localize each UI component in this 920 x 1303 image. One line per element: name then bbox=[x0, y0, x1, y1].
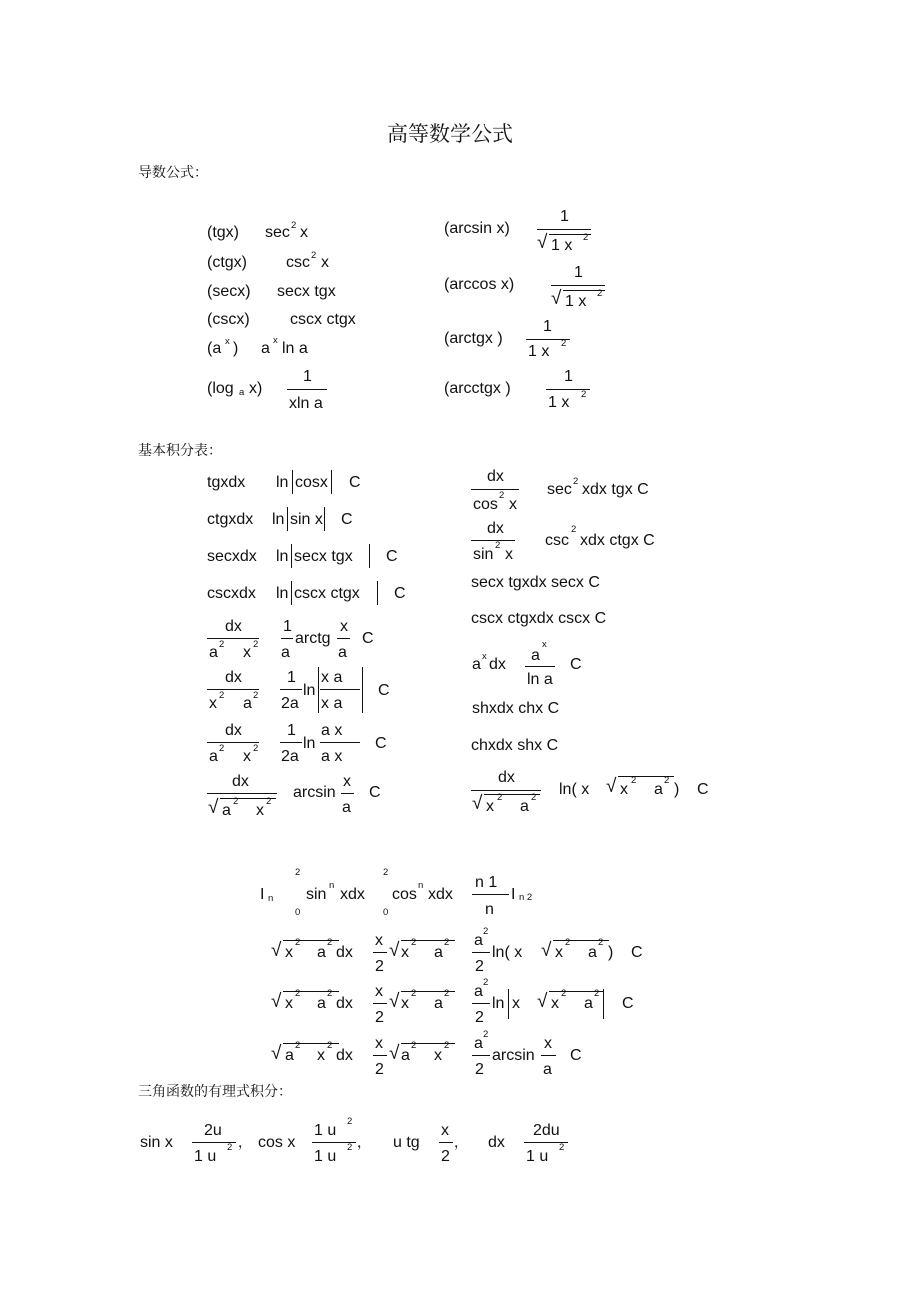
superscript: 2 bbox=[219, 690, 225, 701]
fraction-numerator: 2du bbox=[533, 1122, 560, 1139]
fraction-denominator: 2 bbox=[475, 1009, 484, 1026]
differential: xdx bbox=[428, 886, 453, 903]
superscript: x bbox=[225, 336, 230, 347]
superscript: 2 bbox=[327, 988, 333, 999]
formula-rhs: cscx ctgx bbox=[290, 311, 356, 328]
abs-bar bbox=[291, 544, 292, 568]
fraction-numerator: 1 bbox=[287, 722, 296, 739]
constant: C bbox=[375, 735, 387, 752]
fraction-numerator: x bbox=[441, 1122, 449, 1139]
function-name: arcsin bbox=[492, 1047, 535, 1064]
abs-bar bbox=[331, 470, 332, 494]
superscript: 2 bbox=[295, 937, 301, 948]
sqrt-icon: √ bbox=[551, 288, 562, 309]
superscript: 2 bbox=[295, 988, 301, 999]
fraction-denominator: 2 bbox=[441, 1148, 450, 1165]
abs-bar bbox=[603, 989, 604, 1019]
sqrt-icon: √ bbox=[541, 940, 552, 961]
fraction-bar bbox=[541, 1055, 556, 1056]
fraction-denominator: a x bbox=[321, 748, 343, 765]
subscript: n bbox=[268, 893, 274, 904]
formula-lhs: (arccos x) bbox=[444, 276, 515, 293]
fraction-bar bbox=[471, 790, 541, 791]
superscript: 2 bbox=[594, 988, 600, 999]
fraction-bar bbox=[207, 638, 259, 639]
superscript: 2 bbox=[347, 1116, 353, 1127]
superscript: 2 bbox=[327, 1040, 333, 1051]
superscript: 2 bbox=[327, 937, 333, 948]
fraction-bar bbox=[472, 1055, 490, 1056]
sqrt-arg: a bbox=[654, 781, 663, 798]
separator: ， bbox=[454, 1135, 468, 1151]
fraction-bar bbox=[471, 489, 519, 490]
superscript: 2 bbox=[266, 796, 272, 807]
superscript: 2 bbox=[561, 988, 567, 999]
superscript: 2 bbox=[411, 988, 417, 999]
superscript: 2 bbox=[253, 690, 259, 701]
sqrt-icon: √ bbox=[606, 776, 617, 797]
abs-bar bbox=[287, 507, 288, 531]
superscript: 2 bbox=[497, 792, 503, 803]
formula-rhs: secx tgx bbox=[277, 283, 336, 300]
formula-rhs: I bbox=[511, 886, 516, 903]
function-name: ln bbox=[492, 995, 505, 1012]
lower-limit: 0 bbox=[295, 907, 301, 918]
formula-lhs: (tgx) bbox=[207, 224, 239, 241]
fraction-numerator: 1 u bbox=[314, 1122, 337, 1139]
sqrt-arg: x bbox=[401, 944, 409, 961]
function-name: u tg bbox=[393, 1134, 420, 1151]
sqrt-arg: a bbox=[434, 995, 443, 1012]
sqrt-arg: a bbox=[588, 944, 597, 961]
integral-formula: chxdx shx C bbox=[471, 737, 559, 754]
function-name: arcsin bbox=[293, 784, 336, 801]
fraction-numerator: a bbox=[531, 647, 540, 664]
fraction-numerator: dx bbox=[487, 468, 504, 485]
fraction-numerator: dx bbox=[225, 722, 242, 739]
fraction-denominator: 1 x bbox=[528, 343, 550, 360]
function-name: cos bbox=[392, 886, 417, 903]
fraction-numerator: x bbox=[340, 618, 348, 635]
formula-lhs-end: x) bbox=[249, 380, 263, 397]
function-name: arctg bbox=[295, 630, 331, 647]
function-name: ln bbox=[303, 682, 316, 699]
fraction-numerator: dx bbox=[487, 520, 504, 537]
section-integral-heading: 基本积分表： bbox=[138, 443, 222, 459]
fraction-denominator: x bbox=[209, 695, 217, 712]
sqrt-arg: a bbox=[317, 995, 326, 1012]
formula-lhs: (cscx) bbox=[207, 311, 250, 328]
fraction-bar bbox=[280, 689, 302, 690]
formula-tail: xdx tgx C bbox=[582, 481, 649, 498]
constant: C bbox=[622, 995, 634, 1012]
formula-tail: xdx ctgx C bbox=[580, 532, 655, 549]
fraction-numerator: x bbox=[343, 773, 351, 790]
fraction-denominator: 2 bbox=[375, 1009, 384, 1026]
superscript: 2 bbox=[411, 1040, 417, 1051]
fraction-numerator: 1 bbox=[543, 318, 552, 335]
fraction-numerator: x bbox=[375, 1035, 383, 1052]
superscript: 2 bbox=[499, 490, 505, 501]
superscript: 2 bbox=[253, 639, 259, 650]
superscript: 2 bbox=[219, 743, 225, 754]
fraction-bar bbox=[341, 793, 354, 794]
fraction-denominator: 2 bbox=[475, 958, 484, 975]
integrand: cscxdx bbox=[207, 585, 256, 602]
fraction-denominator: 1 x bbox=[548, 394, 570, 411]
fraction-bar bbox=[320, 742, 360, 743]
superscript: 2 bbox=[444, 1040, 450, 1051]
fraction-denominator: 2 bbox=[475, 1061, 484, 1078]
sqrt-arg: a bbox=[317, 944, 326, 961]
constant: C bbox=[386, 548, 398, 565]
superscript: 2 bbox=[411, 937, 417, 948]
fraction-denominator: a bbox=[222, 802, 231, 819]
superscript: 2 bbox=[483, 926, 489, 937]
sqrt-icon: √ bbox=[389, 1043, 400, 1064]
fraction-bar bbox=[207, 793, 277, 794]
superscript: 2 bbox=[253, 743, 259, 754]
constant: C bbox=[394, 585, 406, 602]
superscript: 2 bbox=[631, 775, 637, 786]
formula-rhs: csc bbox=[545, 532, 569, 549]
fraction-bar bbox=[281, 638, 293, 639]
formula-tail: ) bbox=[608, 944, 614, 961]
sqrt-arg: x bbox=[434, 1047, 442, 1064]
superscript: n bbox=[329, 880, 335, 891]
formula-tail: ) bbox=[674, 781, 680, 798]
function-name: dx bbox=[488, 1134, 505, 1151]
fraction-bar bbox=[373, 952, 387, 953]
fraction-numerator: a bbox=[474, 1035, 483, 1052]
fraction-numerator: dx bbox=[225, 618, 242, 635]
log-arg: secx tgx bbox=[294, 548, 353, 565]
sqrt-icon: √ bbox=[389, 940, 400, 961]
fraction-bar bbox=[373, 1055, 387, 1056]
fraction-denominator: 1 x bbox=[565, 293, 587, 310]
differential: dx bbox=[336, 944, 353, 961]
integrand: secxdx bbox=[207, 548, 257, 565]
lower-limit: 0 bbox=[383, 907, 389, 918]
sqrt-icon: √ bbox=[271, 991, 282, 1012]
formula-lhs: (arcctgx ) bbox=[444, 380, 511, 397]
fraction-bar bbox=[537, 229, 591, 230]
fraction-bar bbox=[472, 894, 509, 895]
fraction-numerator: dx bbox=[232, 773, 249, 790]
formula-lhs: I bbox=[260, 886, 265, 903]
sqrt-arg: x bbox=[620, 781, 628, 798]
abs-bar bbox=[318, 667, 319, 713]
integral-formula: shxdx chx C bbox=[472, 700, 560, 717]
fraction-denominator: xln a bbox=[289, 395, 323, 412]
fraction-bar bbox=[472, 1003, 490, 1004]
section-trig-heading: 三角函数的有理式积分： bbox=[138, 1084, 292, 1100]
fraction-bar bbox=[471, 540, 515, 541]
superscript: 2 bbox=[561, 338, 567, 349]
formula-rhs: sec bbox=[265, 224, 290, 241]
superscript: 2 bbox=[219, 639, 225, 650]
fraction-numerator: 1 bbox=[574, 264, 583, 281]
formula-lhs: dx bbox=[489, 656, 506, 673]
formula-lhs: (secx) bbox=[207, 283, 251, 300]
fraction-bar bbox=[373, 1003, 387, 1004]
superscript: 2 bbox=[444, 988, 450, 999]
superscript: 2 bbox=[295, 1040, 301, 1051]
fraction-bar bbox=[551, 285, 605, 286]
integrand: ctgxdx bbox=[207, 511, 254, 528]
fraction-denominator: sin bbox=[473, 546, 494, 563]
fraction-numerator: a bbox=[474, 932, 483, 949]
superscript: 2 bbox=[444, 937, 450, 948]
fraction-denominator: n bbox=[485, 901, 494, 918]
sqrt-icon: √ bbox=[389, 991, 400, 1012]
superscript: 2 bbox=[565, 937, 571, 948]
separator: ， bbox=[357, 1135, 371, 1151]
integrand: tgxdx bbox=[207, 474, 246, 491]
sqrt-arg: x bbox=[285, 944, 293, 961]
fraction-denominator: x bbox=[509, 496, 517, 513]
fraction-denominator: a bbox=[543, 1061, 552, 1078]
formula-lhs-end: ) bbox=[233, 340, 239, 357]
differential: xdx bbox=[340, 886, 365, 903]
fraction-numerator: 1 bbox=[287, 669, 296, 686]
formula-lhs: (arcsin x) bbox=[444, 220, 510, 237]
superscript: 2 bbox=[598, 937, 604, 948]
fraction-bar bbox=[337, 638, 350, 639]
fraction-denominator: 1 u bbox=[194, 1148, 217, 1165]
fraction-numerator: x bbox=[544, 1035, 552, 1052]
differential: dx bbox=[336, 995, 353, 1012]
fraction-numerator: x bbox=[375, 983, 383, 1000]
fraction-denominator: 2 bbox=[375, 1061, 384, 1078]
fraction-numerator: 1 bbox=[564, 368, 573, 385]
function-name: sin bbox=[306, 886, 327, 903]
function-name: ln( x bbox=[492, 944, 523, 961]
sqrt-arg: a bbox=[584, 995, 593, 1012]
sqrt-icon: √ bbox=[472, 793, 483, 814]
fraction-denominator: a bbox=[520, 798, 529, 815]
fraction-denominator: x bbox=[486, 798, 494, 815]
fraction-numerator: x bbox=[375, 932, 383, 949]
fraction-numerator: 2u bbox=[204, 1122, 222, 1139]
constant: C bbox=[631, 944, 643, 961]
fraction-bar bbox=[207, 742, 259, 743]
superscript: 2 bbox=[531, 792, 537, 803]
function-name: ln bbox=[303, 735, 316, 752]
constant: C bbox=[570, 656, 582, 673]
fraction-numerator: 1 bbox=[560, 208, 569, 225]
superscript: 2 bbox=[664, 775, 670, 786]
fraction-denominator: x bbox=[243, 748, 251, 765]
page-title: 高等数学公式 bbox=[387, 122, 513, 146]
fraction-denominator: 2a bbox=[281, 695, 299, 712]
sqrt-arg: a bbox=[401, 1047, 410, 1064]
constant: C bbox=[697, 781, 709, 798]
log-fn: ln bbox=[272, 511, 285, 528]
abs-bar bbox=[508, 989, 509, 1019]
superscript: 2 bbox=[559, 1142, 565, 1153]
fraction-bar bbox=[287, 389, 327, 390]
superscript: 2 bbox=[571, 524, 577, 535]
constant: C bbox=[341, 511, 353, 528]
fraction-numerator: a x bbox=[321, 722, 343, 739]
fraction-denominator: ln a bbox=[527, 671, 553, 688]
fraction-bar bbox=[472, 952, 490, 953]
fraction-bar bbox=[439, 1142, 453, 1143]
fraction-denominator: x bbox=[256, 802, 264, 819]
constant: C bbox=[570, 1047, 582, 1064]
superscript: 2 bbox=[291, 220, 297, 231]
fraction-numerator: 1 bbox=[303, 368, 312, 385]
sqrt-arg: x bbox=[555, 944, 563, 961]
sqrt-arg: a bbox=[434, 944, 443, 961]
log-fn: ln bbox=[276, 474, 289, 491]
superscript: n bbox=[418, 880, 424, 891]
superscript: 2 bbox=[311, 250, 317, 261]
fraction-denominator: a bbox=[209, 748, 218, 765]
sqrt-icon: √ bbox=[537, 991, 548, 1012]
fraction-denominator: x bbox=[505, 546, 513, 563]
log-fn: ln bbox=[276, 548, 289, 565]
integral-formula: secx tgxdx secx C bbox=[471, 574, 600, 591]
fraction-numerator: n 1 bbox=[475, 874, 498, 891]
formula-tail: x bbox=[300, 224, 308, 241]
fraction-numerator: 1 bbox=[283, 618, 292, 635]
sqrt-arg: x bbox=[551, 995, 559, 1012]
superscript: 2 bbox=[573, 476, 579, 487]
fraction-denominator: x a bbox=[321, 695, 343, 712]
formula-lhs: a bbox=[472, 656, 481, 673]
sqrt-arg: a bbox=[285, 1047, 294, 1064]
sqrt-arg: x bbox=[401, 995, 409, 1012]
fraction-denominator: x bbox=[243, 644, 251, 661]
log-arg: cosx bbox=[295, 474, 328, 491]
formula-rhs: a bbox=[261, 340, 270, 357]
fraction-numerator: dx bbox=[225, 669, 242, 686]
abs-bar bbox=[377, 581, 378, 605]
formula-rhs: ln( x bbox=[559, 781, 590, 798]
sqrt-arg: x bbox=[317, 1047, 325, 1064]
fraction-numerator: x a bbox=[321, 669, 343, 686]
fraction-denominator: a bbox=[342, 799, 351, 816]
formula-lhs: (log bbox=[207, 380, 234, 397]
constant: C bbox=[362, 630, 374, 647]
formula-tail: ln a bbox=[282, 340, 308, 357]
formula-lhs: (a bbox=[207, 340, 222, 357]
fraction-denominator: 1 x bbox=[551, 237, 573, 254]
sqrt-icon: √ bbox=[208, 797, 219, 818]
superscript: 2 bbox=[483, 977, 489, 988]
fraction-bar bbox=[207, 689, 259, 690]
constant: C bbox=[369, 784, 381, 801]
log-fn: ln bbox=[276, 585, 289, 602]
formula-lhs: (arctgx ) bbox=[444, 330, 503, 347]
fraction-denominator: 2a bbox=[281, 748, 299, 765]
abs-bar bbox=[369, 544, 370, 568]
abs-bar bbox=[291, 581, 292, 605]
superscript: x bbox=[482, 651, 487, 662]
fraction-denominator: 1 u bbox=[526, 1148, 549, 1165]
formula-rhs: sec bbox=[547, 481, 572, 498]
superscript: x bbox=[273, 335, 278, 346]
fraction-denominator: a bbox=[281, 644, 290, 661]
superscript: 2 bbox=[233, 796, 239, 807]
constant: C bbox=[349, 474, 361, 491]
fraction-denominator: a bbox=[209, 644, 218, 661]
section-derivative-heading: 导数公式： bbox=[138, 165, 208, 181]
superscript: 2 bbox=[495, 540, 501, 551]
log-arg: x bbox=[512, 995, 520, 1012]
superscript: 2 bbox=[597, 288, 603, 299]
log-arg: sin x bbox=[290, 511, 323, 528]
abs-bar bbox=[362, 667, 363, 713]
differential: dx bbox=[336, 1047, 353, 1064]
upper-limit: 2 bbox=[295, 867, 301, 878]
fraction-bar bbox=[320, 689, 360, 690]
subscript: n 2 bbox=[519, 892, 533, 903]
superscript: x bbox=[542, 639, 547, 650]
formula-lhs: (ctgx) bbox=[207, 254, 247, 271]
separator: ， bbox=[238, 1135, 252, 1151]
formula-rhs: csc bbox=[286, 254, 310, 271]
fraction-numerator: a bbox=[474, 983, 483, 1000]
superscript: 2 bbox=[581, 389, 587, 400]
fraction-bar bbox=[280, 742, 302, 743]
superscript: 2 bbox=[347, 1142, 353, 1153]
formula-tail: x bbox=[321, 254, 329, 271]
fraction-denominator: a bbox=[338, 644, 347, 661]
fraction-denominator: a bbox=[243, 695, 252, 712]
upper-limit: 2 bbox=[383, 867, 389, 878]
sqrt-icon: √ bbox=[537, 232, 548, 253]
sqrt-icon: √ bbox=[271, 940, 282, 961]
subscript: a bbox=[239, 387, 245, 398]
superscript: 2 bbox=[583, 232, 589, 243]
superscript: 2 bbox=[483, 1029, 489, 1040]
fraction-denominator: 2 bbox=[375, 958, 384, 975]
sqrt-arg: x bbox=[285, 995, 293, 1012]
abs-bar bbox=[292, 470, 293, 494]
sqrt-icon: √ bbox=[271, 1043, 282, 1064]
function-name: sin x bbox=[140, 1134, 173, 1151]
abs-bar bbox=[324, 507, 325, 531]
log-arg: cscx ctgx bbox=[294, 585, 360, 602]
superscript: 2 bbox=[227, 1142, 233, 1153]
fraction-bar bbox=[525, 666, 555, 667]
fraction-denominator: cos bbox=[473, 496, 498, 513]
fraction-denominator: 1 u bbox=[314, 1148, 337, 1165]
integral-formula: cscx ctgxdx cscx C bbox=[471, 610, 607, 627]
fraction-numerator: dx bbox=[498, 769, 515, 786]
function-name: cos x bbox=[258, 1134, 296, 1151]
constant: C bbox=[378, 682, 390, 699]
